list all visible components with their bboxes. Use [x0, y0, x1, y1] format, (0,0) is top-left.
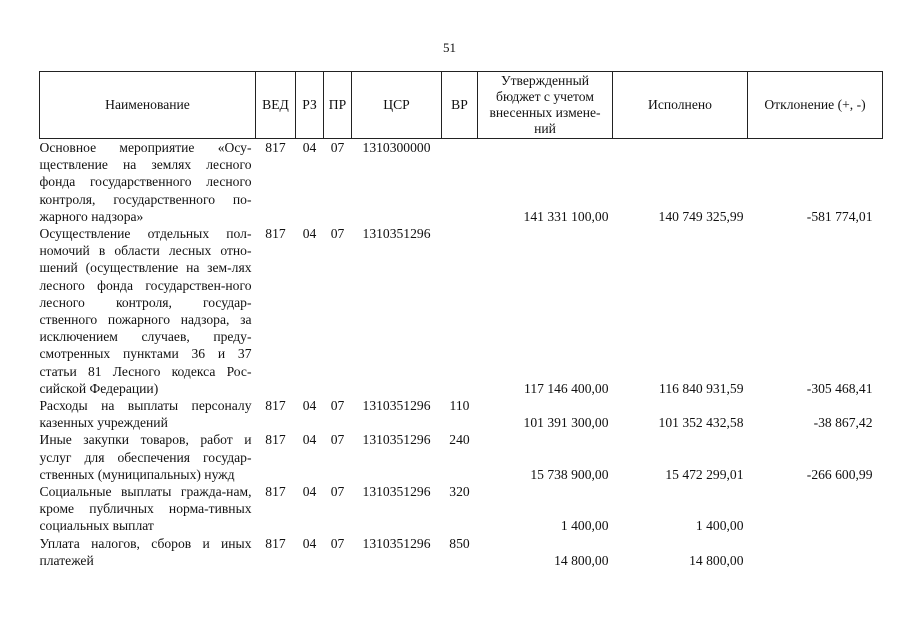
row-approved: 1 400,00 [560, 518, 609, 534]
table-row [40, 139, 883, 226]
row-csr: 1310351296 [362, 398, 431, 414]
row-name: Социальные выплаты гражда-нам, кроме публичных норма-тивных социальных выплат [39, 484, 252, 534]
row-name: Осуществление отдельных пол-номочий в области лесных отно-шений (осуществление на зем-лях лесного фонда государствен-ного лесного контроля, государ-ственного пожарного надзора, за исключением случаев, преду-смотренных пунктами 36 и 37 статьи 81 Лесного кодекса Рос-сийской Федерации) [39, 226, 252, 396]
row-ved: 817 [265, 432, 286, 448]
table-header [40, 72, 883, 139]
row-approved: 14 800,00 [554, 552, 609, 568]
table-row [40, 225, 883, 397]
row-rz: 04 [302, 535, 317, 551]
row-deviation: -266 600,99 [806, 466, 873, 482]
row-pr: 07 [330, 535, 345, 551]
table-row [40, 397, 883, 431]
row-executed: 1 400,00 [695, 518, 744, 534]
header-name: Наименование [40, 72, 256, 139]
header-ved: ВЕД [256, 72, 296, 139]
row-vr [442, 225, 478, 397]
row-csr: 1310351296 [362, 226, 431, 242]
row-vr: 320 [449, 484, 470, 500]
row-deviation [748, 535, 883, 569]
row-pr: 07 [330, 398, 345, 414]
row-name: Расходы на выплаты персоналу казенных учреждений [39, 398, 252, 431]
header-approved: Утвержденный бюджет с учетом внесенных измене-ний [478, 72, 613, 139]
row-ved: 817 [265, 226, 286, 242]
row-deviation: -305 468,41 [806, 380, 873, 396]
row-csr: 1310351296 [362, 484, 431, 500]
table-row [40, 535, 883, 569]
row-ved: 817 [265, 535, 286, 551]
row-executed: 116 840 931,59 [659, 380, 744, 396]
table-row [40, 431, 883, 483]
row-deviation: -581 774,01 [806, 208, 873, 224]
row-approved: 141 331 100,00 [523, 208, 609, 224]
row-executed: 14 800,00 [689, 552, 744, 568]
header-vr: ВР [442, 72, 478, 139]
header-deviation: Отклонение (+, -) [748, 72, 883, 139]
table-row [40, 483, 883, 535]
row-vr: 850 [449, 535, 470, 551]
row-vr: 240 [449, 432, 470, 448]
row-pr: 07 [330, 484, 345, 500]
page-number: 51 [443, 40, 456, 55]
row-ved: 817 [265, 140, 286, 155]
row-name: Иные закупки товаров, работ и услуг для обеспечения государ-ственных (муниципальных) нужд [39, 432, 252, 482]
row-pr: 07 [330, 226, 345, 242]
row-rz: 04 [302, 398, 317, 414]
row-rz: 04 [302, 432, 317, 448]
row-pr: 07 [330, 140, 345, 155]
row-rz: 04 [302, 140, 317, 155]
row-executed: 140 749 325,99 [658, 208, 744, 224]
row-name: Основное мероприятие «Осу-ществление на землях лесного фонда государственного лесного контроля, государственного по-жарного надзора» [39, 140, 252, 224]
budget-execution-table [39, 71, 883, 569]
row-csr: 1310351296 [362, 535, 431, 551]
header-pr: ПР [324, 72, 352, 139]
row-csr: 1310351296 [362, 432, 431, 448]
row-rz: 04 [302, 226, 317, 242]
row-executed: 101 352 432,58 [658, 415, 744, 431]
row-csr: 1310300000 [362, 140, 431, 155]
row-name: Уплата налогов, сборов и иных платежей [39, 535, 252, 568]
row-pr: 07 [330, 432, 345, 448]
table-body [40, 139, 883, 570]
row-approved: 15 738 900,00 [530, 466, 609, 482]
header-rz: РЗ [296, 72, 324, 139]
row-vr: 110 [449, 398, 470, 414]
row-ved: 817 [265, 484, 286, 500]
row-deviation [748, 483, 883, 535]
row-executed: 15 472 299,01 [665, 466, 744, 482]
header-csr: ЦСР [352, 72, 442, 139]
row-ved: 817 [265, 398, 286, 414]
row-approved: 101 391 300,00 [523, 415, 609, 431]
header-executed: Исполнено [613, 72, 748, 139]
row-vr [442, 139, 478, 226]
row-deviation: -38 867,42 [813, 415, 873, 431]
row-rz: 04 [302, 484, 317, 500]
row-approved: 117 146 400,00 [524, 380, 609, 396]
